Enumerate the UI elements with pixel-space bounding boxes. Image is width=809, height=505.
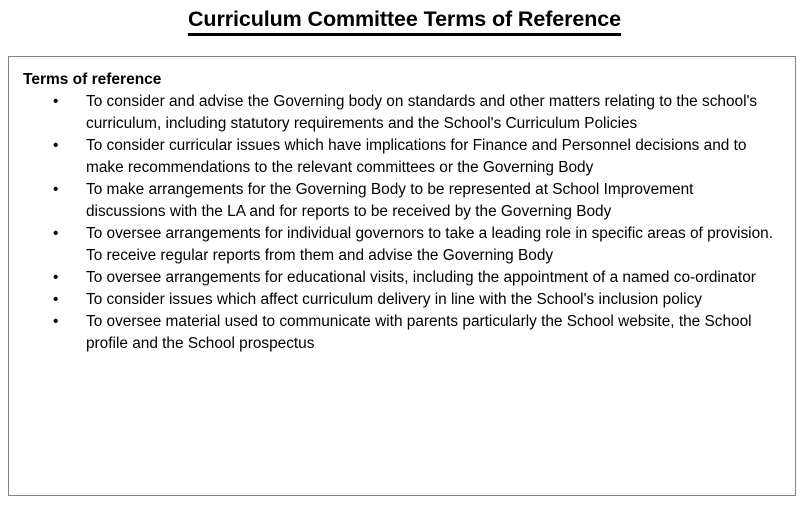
list-item-text: To consider curricular issues which have implications for Finance and Personnel decisions and to make recommendations to the relevant committees or the Governing Body (86, 137, 747, 176)
list-item-text: To make arrangements for the Governing Body to be represented at School Improvement discussions with the LA and for reports to be received by the Governing Body (86, 181, 694, 220)
terms-of-reference-content (9, 57, 795, 355)
list-item-text: To consider and advise the Governing body on standards and other matters relating to the school's curriculum, including statutory requirements and the School's Curriculum Policies (86, 93, 758, 132)
list-item (23, 311, 781, 355)
section-heading: Terms of reference (23, 71, 162, 88)
list-item (23, 223, 781, 267)
list-item (23, 267, 781, 289)
terms-of-reference-list (23, 91, 781, 355)
list-item (23, 91, 781, 135)
list-item (23, 135, 781, 179)
list-item-text: To oversee arrangements for educational visits, including the appointment of a named co-ordinator (86, 269, 756, 286)
page-title (0, 6, 809, 36)
bullet-icon: • (53, 93, 59, 110)
bullet-icon: • (53, 269, 59, 286)
list-item (23, 179, 781, 223)
list-item-text: To oversee arrangements for individual governors to take a leading role in specific areas of provision. To receive regular reports from them and advise the Governing Body (86, 225, 773, 264)
bullet-icon: • (53, 225, 59, 242)
bullet-icon: • (53, 181, 59, 198)
terms-of-reference-box (8, 56, 796, 496)
bullet-icon: • (53, 313, 59, 330)
list-item-text: To oversee material used to communicate with parents particularly the School website, the School profile and the School prospectus (86, 313, 752, 352)
bullet-icon: • (53, 291, 59, 308)
list-item (23, 289, 781, 311)
bullet-icon: • (53, 137, 59, 154)
page-title-text: Curriculum Committee Terms of Reference (188, 6, 621, 36)
list-item-text: To consider issues which affect curriculum delivery in line with the School's inclusion policy (86, 291, 702, 308)
